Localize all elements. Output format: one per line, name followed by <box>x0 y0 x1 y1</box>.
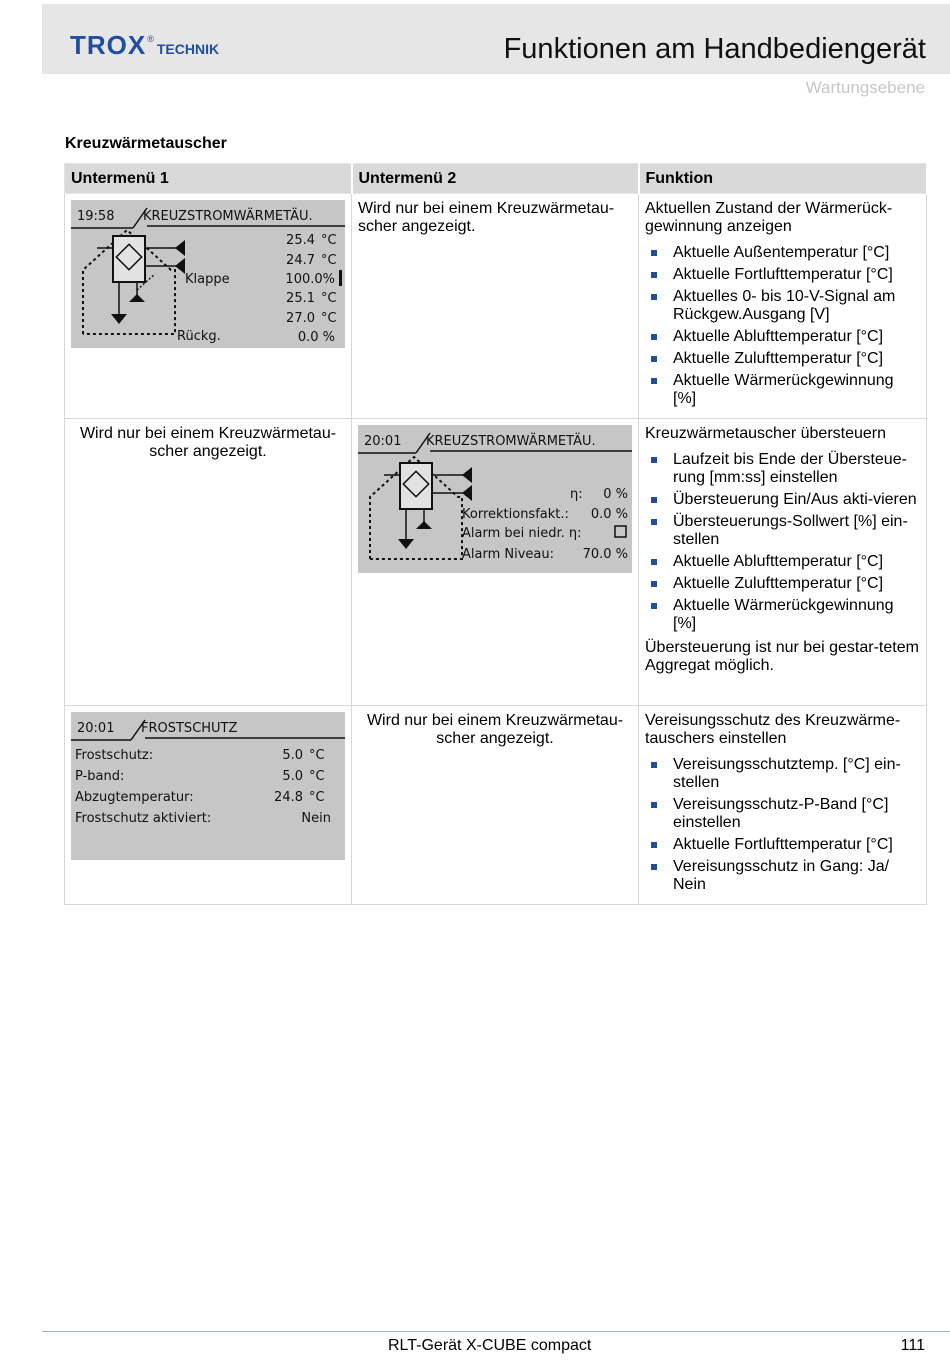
eta-value: 0 % <box>603 487 628 502</box>
aktiviert-value: Nein <box>301 811 331 826</box>
frostschutz-screen <box>71 712 345 860</box>
abzugtemp-label: Abzugtemperatur: <box>75 790 194 805</box>
screen-title: KREUZSTROMWÄRMETÄU. <box>426 434 596 449</box>
row2-func-list <box>645 451 920 633</box>
list-item: Aktuelle Fortlufttemperatur [°C] <box>645 836 920 854</box>
unit-5: °C <box>321 311 337 326</box>
footer-divider <box>42 1331 950 1332</box>
row2-col1 <box>65 419 352 706</box>
row1-col2 <box>352 194 639 419</box>
page-title: Funktionen am Handbediengerät <box>503 33 926 65</box>
row1-col1 <box>65 194 352 419</box>
unit-2: °C <box>321 253 337 268</box>
unit-1: °C <box>321 233 337 248</box>
row1-func-title: Aktuellen Zustand der Wärmerück-gewinnung anzeigen <box>645 200 893 235</box>
page-number: 111 <box>900 1337 925 1354</box>
row3-col1 <box>65 706 352 905</box>
list-item: Übersteuerungs-Sollwert [%] ein-stellen <box>645 513 920 549</box>
page-header <box>42 4 950 74</box>
header-funktion: Funktion <box>639 164 927 194</box>
table-row <box>65 194 927 419</box>
list-item: Übersteuerung Ein/Aus akti-vieren <box>645 491 920 509</box>
row3-col3 <box>639 706 927 905</box>
korrektion-value: 0.0 % <box>590 507 628 522</box>
value-fortlufttemp: 24.7 <box>286 253 315 268</box>
list-item: Aktuelles 0- bis 10-V-Signal am Rückgew.Ausgang [V] <box>645 288 920 324</box>
korrektion-label: Korrektionsfakt.: <box>462 507 569 522</box>
logo-registered: ® <box>147 34 154 44</box>
row1-col2-text: Wird nur bei einem Kreuzwärmetau-scher angezeigt. <box>358 200 615 235</box>
screen-title: FROSTSCHUTZ <box>141 721 238 736</box>
frostschutz-value: 5.0 <box>282 748 303 763</box>
rueckg-label: Rückg. <box>177 329 221 344</box>
value-rueckgewinnung: 0.0 % <box>297 330 335 345</box>
list-item: Aktuelle Zulufttemperatur [°C] <box>645 350 920 368</box>
list-item: Aktuelle Fortlufttemperatur [°C] <box>645 266 920 284</box>
row3-func-list <box>645 756 920 894</box>
row2-func-title: Kreuzwärmetauscher übersteuern <box>645 425 887 442</box>
logo-technik: TECHNIK <box>156 41 220 57</box>
unit-2: °C <box>309 769 325 784</box>
value-aussentemp: 25.4 <box>286 233 315 248</box>
table-row <box>65 419 927 706</box>
row3-col2 <box>352 706 639 905</box>
list-item: Aktuelle Wärmerückgewinnung [%] <box>645 372 920 408</box>
value-ablufttemp: 25.1 <box>286 291 315 306</box>
pband-label: P-band: <box>75 769 125 784</box>
abzugtemp-value: 24.8 <box>274 790 303 805</box>
screen-time: 20:01 <box>364 434 402 449</box>
footer-document-title: RLT-Gerät X-CUBE compact <box>388 1337 592 1354</box>
list-item: Vereisungsschutztemp. [°C] ein-stellen <box>645 756 920 792</box>
list-item: Aktuelle Wärmerückgewinnung [%] <box>645 597 920 633</box>
logo-trox: TROX <box>70 30 147 60</box>
list-item: Aktuelle Ablufttemperatur [°C] <box>645 328 920 346</box>
section-title: Kreuzwärmetauscher <box>65 135 227 152</box>
value-zulufttemp: 27.0 <box>286 311 315 326</box>
list-item: Aktuelle Außentemperatur [°C] <box>645 244 920 262</box>
table-row <box>65 706 927 905</box>
screen-title: KREUZSTROMWÄRMETÄU. <box>143 209 313 224</box>
screen-time: 19:58 <box>77 209 115 224</box>
unit-1: °C <box>309 748 325 763</box>
alarm-label: Alarm bei niedr. η: <box>462 526 582 541</box>
row2-col1-text: Wird nur bei einem Kreuzwärmetau-scher angezeigt. <box>79 425 337 460</box>
eta-label: η: <box>570 487 583 502</box>
screen-time: 20:01 <box>77 721 115 736</box>
pband-value: 5.0 <box>282 769 303 784</box>
header-untermenue-2: Untermenü 2 <box>352 164 639 194</box>
table-header-row <box>65 164 927 194</box>
row3-func-title: Vereisungsschutz des Kreuzwärme-tauschers einstellen <box>645 712 901 747</box>
list-item: Laufzeit bis Ende der Übersteue-rung [mm:ss] einstellen <box>645 451 920 487</box>
value-klappe: 100.0% <box>285 272 335 287</box>
trox-logo <box>70 30 219 61</box>
unit-4: °C <box>321 291 337 306</box>
row2-func-note: Übersteuerung ist nur bei gestar-tetem Aggregat möglich. <box>645 639 919 674</box>
hrv-override-screen <box>358 425 632 573</box>
list-item: Aktuelle Zulufttemperatur [°C] <box>645 575 920 593</box>
row1-col3 <box>639 194 927 419</box>
aktiviert-label: Frostschutz aktiviert: <box>75 811 212 826</box>
unit-3: °C <box>309 790 325 805</box>
header-untermenue-1: Untermenü 1 <box>65 164 352 194</box>
row3-col2-text: Wird nur bei einem Kreuzwärmetau-scher angezeigt. <box>366 712 624 747</box>
page-subtitle: Wartungsebene <box>805 78 925 97</box>
frostschutz-label: Frostschutz: <box>75 748 154 763</box>
function-table <box>64 163 928 905</box>
row1-func-list <box>645 244 920 408</box>
list-item: Vereisungsschutz-P-Band [°C] einstellen <box>645 796 920 832</box>
niveau-value: 70.0 % <box>582 547 628 562</box>
list-item: Vereisungsschutz in Gang: Ja/ Nein <box>645 858 920 894</box>
list-item: Aktuelle Ablufttemperatur [°C] <box>645 553 920 571</box>
row2-col3 <box>639 419 927 706</box>
hrv-status-screen <box>71 200 345 348</box>
row2-col2 <box>352 419 639 706</box>
niveau-label: Alarm Niveau: <box>462 547 554 562</box>
klappe-label: Klappe <box>185 272 230 287</box>
